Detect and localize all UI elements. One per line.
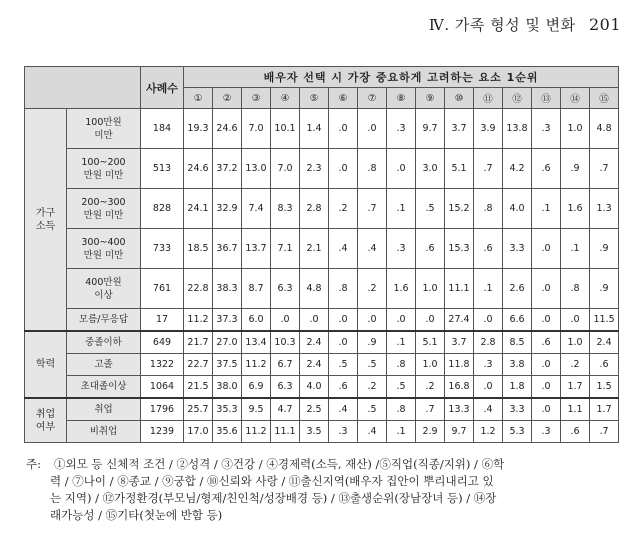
running-header — [429, 14, 621, 35]
value-cell: 6.3 — [271, 376, 300, 399]
cases-cell: 649 — [141, 331, 184, 354]
column-header: ⑮ — [590, 88, 619, 109]
cases-cell: 761 — [141, 269, 184, 309]
value-cell: .3 — [532, 421, 561, 443]
value-cell: 9.5 — [242, 398, 271, 421]
value-cell: 2.4 — [300, 354, 329, 376]
table-row — [25, 376, 619, 399]
value-cell: 38.3 — [213, 269, 242, 309]
column-header: ⑩ — [445, 88, 474, 109]
value-cell: 24.1 — [184, 189, 213, 229]
footnote — [26, 456, 620, 524]
value-cell: .0 — [387, 309, 416, 332]
value-cell: 1.0 — [561, 109, 590, 149]
value-cell: 11.1 — [445, 269, 474, 309]
table-row — [25, 229, 619, 269]
value-cell: 4.7 — [271, 398, 300, 421]
value-cell: 2.3 — [300, 149, 329, 189]
value-cell: .0 — [300, 309, 329, 332]
table-row — [25, 149, 619, 189]
value-cell: 10.3 — [271, 331, 300, 354]
cases-header: 사례수 — [141, 67, 184, 109]
value-cell: .0 — [474, 376, 503, 399]
value-cell: 1.7 — [590, 398, 619, 421]
value-cell: .0 — [416, 309, 445, 332]
footnote-line: 는 지역) / ⑫가정환경(부모님/형제/친인척/성장배경 등) / ⑬출생순위(장남장녀 등) / ⑭장 — [50, 491, 497, 505]
table-row — [25, 354, 619, 376]
value-cell: 37.2 — [213, 149, 242, 189]
value-cell: .0 — [329, 109, 358, 149]
value-cell: 3.7 — [445, 331, 474, 354]
column-header: ② — [213, 88, 242, 109]
value-cell: 8.3 — [271, 189, 300, 229]
value-cell: 35.3 — [213, 398, 242, 421]
value-cell: .3 — [474, 354, 503, 376]
value-cell: 2.6 — [503, 269, 532, 309]
value-cell: 19.3 — [184, 109, 213, 149]
value-cell: 4.8 — [300, 269, 329, 309]
value-cell: 17.0 — [184, 421, 213, 443]
cases-cell: 828 — [141, 189, 184, 229]
value-cell: 1.6 — [561, 189, 590, 229]
table-row — [25, 398, 619, 421]
value-cell: 22.8 — [184, 269, 213, 309]
value-cell: .7 — [590, 421, 619, 443]
value-cell: 1.4 — [300, 109, 329, 149]
row-label: 초대졸이상 — [67, 376, 141, 399]
value-cell: .5 — [416, 189, 445, 229]
value-cell: .0 — [271, 309, 300, 332]
value-cell: 24.6 — [213, 109, 242, 149]
value-cell: .0 — [474, 309, 503, 332]
footnote-line: 력 / ⑦나이 / ⑧종교 / ⑨궁합 / ⑩신뢰와 사랑 / ⑪출신지역(배우자 집안이 뿌리내리고 있 — [50, 474, 494, 488]
value-cell: 11.2 — [242, 354, 271, 376]
value-cell: .2 — [329, 189, 358, 229]
table-row — [25, 189, 619, 229]
value-cell: .0 — [329, 149, 358, 189]
table-row — [25, 331, 619, 354]
value-cell: 4.0 — [300, 376, 329, 399]
column-header: ⑥ — [329, 88, 358, 109]
value-cell: 35.6 — [213, 421, 242, 443]
value-cell: .0 — [358, 109, 387, 149]
value-cell: 3.9 — [474, 109, 503, 149]
value-cell: 2.9 — [416, 421, 445, 443]
value-cell: 24.6 — [184, 149, 213, 189]
value-cell: 1.0 — [416, 354, 445, 376]
value-cell: 7.4 — [242, 189, 271, 229]
value-cell: .4 — [358, 421, 387, 443]
value-cell: 25.7 — [184, 398, 213, 421]
value-cell: 16.8 — [445, 376, 474, 399]
value-cell: 9.7 — [416, 109, 445, 149]
row-label: 고졸 — [67, 354, 141, 376]
cases-cell: 733 — [141, 229, 184, 269]
value-cell: .1 — [532, 189, 561, 229]
value-cell: 11.2 — [184, 309, 213, 332]
value-cell: 22.7 — [184, 354, 213, 376]
value-cell: 11.2 — [242, 421, 271, 443]
group-label: 가구 소득 — [25, 109, 67, 332]
value-cell: .6 — [474, 229, 503, 269]
value-cell: 10.1 — [271, 109, 300, 149]
value-cell: 36.7 — [213, 229, 242, 269]
column-header: ⑬ — [532, 88, 561, 109]
value-cell: .2 — [561, 354, 590, 376]
value-cell: 13.7 — [242, 229, 271, 269]
value-cell: 1.8 — [503, 376, 532, 399]
column-header: ⑤ — [300, 88, 329, 109]
table-body — [25, 109, 619, 443]
value-cell: .0 — [329, 331, 358, 354]
value-cell: .8 — [387, 354, 416, 376]
value-cell: 3.3 — [503, 398, 532, 421]
value-cell: .0 — [532, 229, 561, 269]
column-header: ⑫ — [503, 88, 532, 109]
value-cell: 5.1 — [445, 149, 474, 189]
value-cell: 1.1 — [561, 398, 590, 421]
value-cell: 11.5 — [590, 309, 619, 332]
cases-cell: 17 — [141, 309, 184, 332]
value-cell: .3 — [532, 109, 561, 149]
value-cell: 4.0 — [503, 189, 532, 229]
value-cell: .4 — [358, 229, 387, 269]
value-cell: .0 — [358, 309, 387, 332]
value-cell: 1.5 — [590, 376, 619, 399]
cases-cell: 184 — [141, 109, 184, 149]
value-cell: 6.0 — [242, 309, 271, 332]
table-row — [25, 269, 619, 309]
cases-cell: 1064 — [141, 376, 184, 399]
cases-cell: 513 — [141, 149, 184, 189]
row-label: 모름/무응답 — [67, 309, 141, 332]
value-cell: 21.5 — [184, 376, 213, 399]
column-header: ① — [184, 88, 213, 109]
value-cell: .5 — [358, 354, 387, 376]
value-cell: .0 — [532, 269, 561, 309]
value-cell: 15.3 — [445, 229, 474, 269]
value-cell: .0 — [532, 376, 561, 399]
value-cell: 32.9 — [213, 189, 242, 229]
value-cell: 2.8 — [474, 331, 503, 354]
value-cell: .2 — [416, 376, 445, 399]
column-header: ③ — [242, 88, 271, 109]
value-cell: .6 — [532, 149, 561, 189]
value-cell: .9 — [358, 331, 387, 354]
value-cell: 13.4 — [242, 331, 271, 354]
value-cell: 27.0 — [213, 331, 242, 354]
value-cell: 11.8 — [445, 354, 474, 376]
stats-table — [24, 66, 619, 443]
value-cell: 9.7 — [445, 421, 474, 443]
table-row — [25, 109, 619, 149]
value-cell: .8 — [474, 189, 503, 229]
table-row — [25, 309, 619, 332]
value-cell: 3.3 — [503, 229, 532, 269]
value-cell: 37.3 — [213, 309, 242, 332]
value-cell: 27.4 — [445, 309, 474, 332]
value-cell: .0 — [387, 149, 416, 189]
value-cell: .3 — [387, 229, 416, 269]
value-cell: .8 — [329, 269, 358, 309]
cases-cell: 1322 — [141, 354, 184, 376]
value-cell: .7 — [358, 189, 387, 229]
main-header: 배우자 선택 시 가장 중요하게 고려하는 요소 1순위 — [184, 67, 619, 88]
value-cell: 21.7 — [184, 331, 213, 354]
value-cell: .6 — [416, 229, 445, 269]
value-cell: .0 — [532, 309, 561, 332]
row-label: 중졸이하 — [67, 331, 141, 354]
footnote-label: 주: — [26, 457, 41, 471]
value-cell: .9 — [590, 229, 619, 269]
cases-cell: 1239 — [141, 421, 184, 443]
row-label: 취업 — [67, 398, 141, 421]
value-cell: .5 — [358, 398, 387, 421]
row-label: 200~300 만원 미만 — [67, 189, 141, 229]
value-cell: 37.5 — [213, 354, 242, 376]
value-cell: 11.1 — [271, 421, 300, 443]
column-header: ⑭ — [561, 88, 590, 109]
value-cell: .4 — [329, 229, 358, 269]
value-cell: 1.0 — [416, 269, 445, 309]
row-label: 100~200 만원 미만 — [67, 149, 141, 189]
value-cell: .8 — [387, 398, 416, 421]
row-label: 비취업 — [67, 421, 141, 443]
value-cell: .1 — [387, 421, 416, 443]
value-cell: 7.0 — [271, 149, 300, 189]
value-cell: 1.6 — [387, 269, 416, 309]
value-cell: .8 — [358, 149, 387, 189]
value-cell: 2.5 — [300, 398, 329, 421]
value-cell: .6 — [561, 421, 590, 443]
value-cell: 3.7 — [445, 109, 474, 149]
column-header: ⑧ — [387, 88, 416, 109]
value-cell: .1 — [474, 269, 503, 309]
value-cell: .1 — [387, 189, 416, 229]
value-cell: 2.4 — [590, 331, 619, 354]
value-cell: 6.9 — [242, 376, 271, 399]
value-cell: .4 — [329, 398, 358, 421]
value-cell: .6 — [590, 354, 619, 376]
value-cell: 7.0 — [242, 109, 271, 149]
column-header: ④ — [271, 88, 300, 109]
column-header: ⑪ — [474, 88, 503, 109]
value-cell: .5 — [329, 354, 358, 376]
value-cell: 7.1 — [271, 229, 300, 269]
value-cell: 6.3 — [271, 269, 300, 309]
value-cell: 1.2 — [474, 421, 503, 443]
value-cell: .3 — [387, 109, 416, 149]
value-cell: 15.2 — [445, 189, 474, 229]
value-cell: .7 — [590, 149, 619, 189]
value-cell: .4 — [474, 398, 503, 421]
group-label: 학력 — [25, 331, 67, 398]
value-cell: 18.5 — [184, 229, 213, 269]
value-cell: 38.0 — [213, 376, 242, 399]
value-cell: .1 — [561, 229, 590, 269]
row-label: 400만원 이상 — [67, 269, 141, 309]
value-cell: 8.5 — [503, 331, 532, 354]
value-cell: 3.5 — [300, 421, 329, 443]
value-cell: .0 — [329, 309, 358, 332]
value-cell: 8.7 — [242, 269, 271, 309]
value-cell: 2.4 — [300, 331, 329, 354]
section-title: Ⅳ. 가족 형성 및 변화 — [428, 16, 576, 34]
value-cell: .5 — [387, 376, 416, 399]
value-cell: 1.3 — [590, 189, 619, 229]
value-cell: 1.7 — [561, 376, 590, 399]
value-cell: .6 — [329, 376, 358, 399]
value-cell: .7 — [474, 149, 503, 189]
value-cell: 13.0 — [242, 149, 271, 189]
value-cell: .2 — [358, 376, 387, 399]
value-cell: .1 — [387, 331, 416, 354]
column-header: ⑦ — [358, 88, 387, 109]
value-cell: .6 — [532, 331, 561, 354]
value-cell: 3.8 — [503, 354, 532, 376]
value-cell: 13.8 — [503, 109, 532, 149]
row-label: 100만원 미만 — [67, 109, 141, 149]
value-cell: .9 — [590, 269, 619, 309]
value-cell: 5.1 — [416, 331, 445, 354]
value-cell: 2.8 — [300, 189, 329, 229]
value-cell: 1.0 — [561, 331, 590, 354]
value-cell: 13.3 — [445, 398, 474, 421]
cases-cell: 1796 — [141, 398, 184, 421]
value-cell: .8 — [561, 269, 590, 309]
group-label: 취업 여부 — [25, 398, 67, 443]
column-header: ⑨ — [416, 88, 445, 109]
value-cell: 2.1 — [300, 229, 329, 269]
row-label: 300~400 만원 미만 — [67, 229, 141, 269]
page-number: 201 — [588, 15, 621, 34]
value-cell: 6.6 — [503, 309, 532, 332]
value-cell: .3 — [329, 421, 358, 443]
value-cell: .0 — [561, 309, 590, 332]
value-cell: .0 — [532, 398, 561, 421]
value-cell: 3.0 — [416, 149, 445, 189]
table-row — [25, 421, 619, 443]
value-cell: 4.2 — [503, 149, 532, 189]
value-cell: .7 — [416, 398, 445, 421]
corner-cell — [25, 67, 141, 109]
footnote-line: 래가능성 / ⑮기타(첫눈에 반함 등) — [50, 508, 223, 522]
value-cell: 6.7 — [271, 354, 300, 376]
value-cell: 4.8 — [590, 109, 619, 149]
value-cell: .9 — [561, 149, 590, 189]
value-cell: .0 — [532, 354, 561, 376]
value-cell: 5.3 — [503, 421, 532, 443]
footnote-line: ①외모 등 신체적 조건 / ②성격 / ③건강 / ④경제력(소득, 재산) /⑤직업(직종/지위) / ⑥학 — [54, 457, 505, 471]
value-cell: .2 — [358, 269, 387, 309]
